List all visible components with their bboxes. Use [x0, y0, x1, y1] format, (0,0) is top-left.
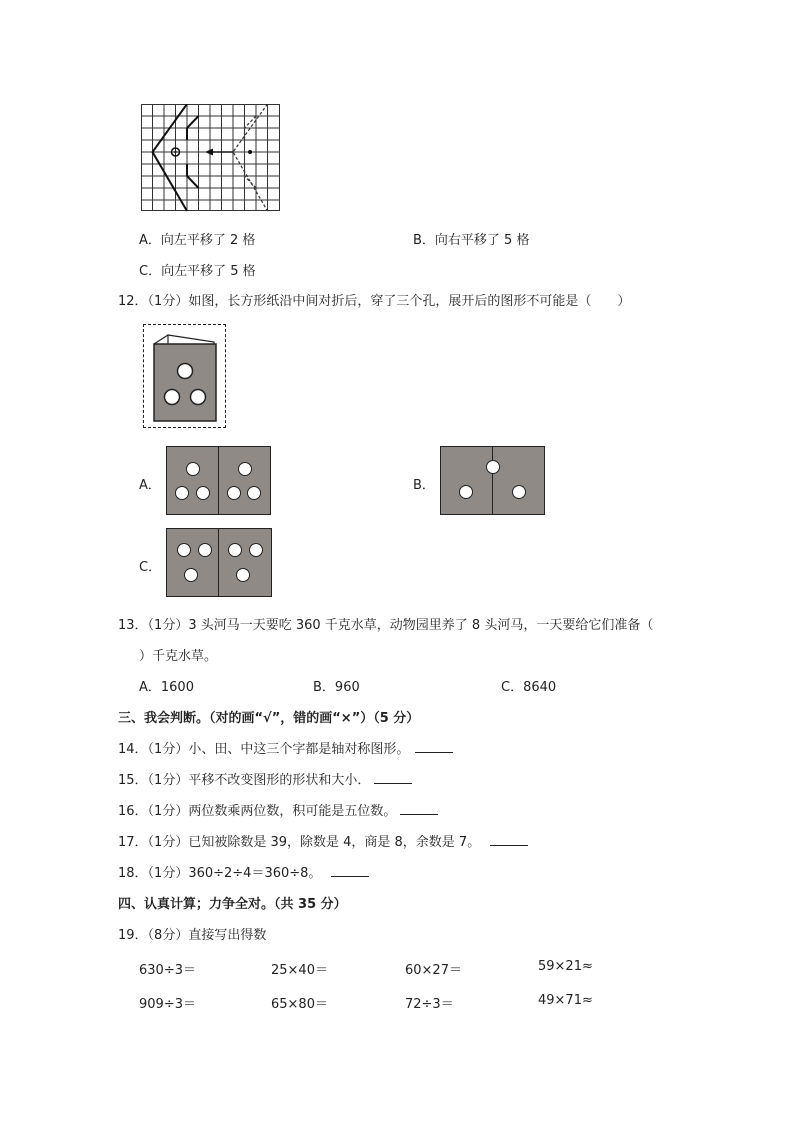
- judge-item-18: [118, 862, 369, 881]
- judge-item-16-text: 16．（1分）两位数乘两位数，积可能是五位数。: [118, 804, 397, 819]
- calc-item: 72÷3＝: [405, 997, 454, 1012]
- translation-grid-figure: [141, 104, 281, 212]
- judge-item-18-text: 18．（1分）360÷2÷4＝360÷8。: [118, 866, 322, 881]
- q13-stem-line2: ）千克水草。: [139, 649, 218, 664]
- answer-blank-14[interactable]: [415, 740, 453, 753]
- q13-option-b[interactable]: B．960: [313, 680, 360, 695]
- q12-option-a-figure[interactable]: [166, 446, 271, 515]
- q11-option-c[interactable]: C．向左平移了 5 格: [139, 264, 256, 279]
- calc-item: 65×80＝: [271, 997, 328, 1012]
- q11-option-a[interactable]: A．向左平移了 2 格: [139, 233, 256, 248]
- judge-item-17: [118, 831, 528, 850]
- q12-option-b-letter[interactable]: B．: [413, 478, 435, 493]
- calc-item: 59×21≈: [538, 959, 593, 974]
- judge-item-14-text: 14．（1分）小、田、中这三个字都是轴对称图形。: [118, 742, 410, 757]
- q12-option-b-figure[interactable]: [440, 446, 545, 515]
- q12-stem: 12．（1分）如图，长方形纸沿中间对折后，穿了三个孔，展开后的图形不可能是（ ）: [118, 294, 631, 309]
- q13-option-a[interactable]: A．1600: [139, 680, 194, 695]
- section4-heading: 四、认真计算；力争全对。（共 35 分）: [118, 897, 347, 912]
- q12-option-c-figure[interactable]: [166, 528, 272, 597]
- folded-paper-figure: [143, 324, 226, 428]
- answer-blank-15[interactable]: [374, 771, 412, 784]
- section3-heading: 三、我会判断。（对的画“√”，错的画“×”）（5 分）: [118, 711, 420, 726]
- judge-item-15-text: 15．（1分）平移不改变图形的形状和大小．: [118, 773, 371, 788]
- judge-item-14: [118, 738, 453, 757]
- q19-stem: 19．（8分）直接写出得数: [118, 928, 267, 943]
- q13-stem-line1: 13．（1分）3 头河马一天要吃 360 千克水草，动物园里养了 8 头河马，一天要给它们准备（: [118, 618, 654, 633]
- calc-item: 49×71≈: [538, 993, 593, 1008]
- q11-option-b[interactable]: B．向右平移了 5 格: [413, 233, 530, 248]
- calc-item: 25×40＝: [271, 963, 328, 978]
- calc-item: 630÷3＝: [139, 963, 196, 978]
- judge-item-16: [118, 800, 438, 819]
- answer-blank-16[interactable]: [400, 802, 438, 815]
- judge-item-15: [118, 769, 412, 788]
- calc-item: 60×27＝: [405, 963, 462, 978]
- calc-item: 909÷3＝: [139, 997, 196, 1012]
- judge-item-17-text: 17．（1分）已知被除数是 39，除数是 4，商是 8，余数是 7。: [118, 835, 481, 850]
- answer-blank-17[interactable]: [490, 833, 528, 846]
- q13-option-c[interactable]: C．8640: [501, 680, 557, 695]
- q12-option-a-letter[interactable]: A．: [139, 478, 161, 493]
- answer-blank-18[interactable]: [331, 864, 369, 877]
- q12-option-c-letter[interactable]: C．: [139, 560, 162, 575]
